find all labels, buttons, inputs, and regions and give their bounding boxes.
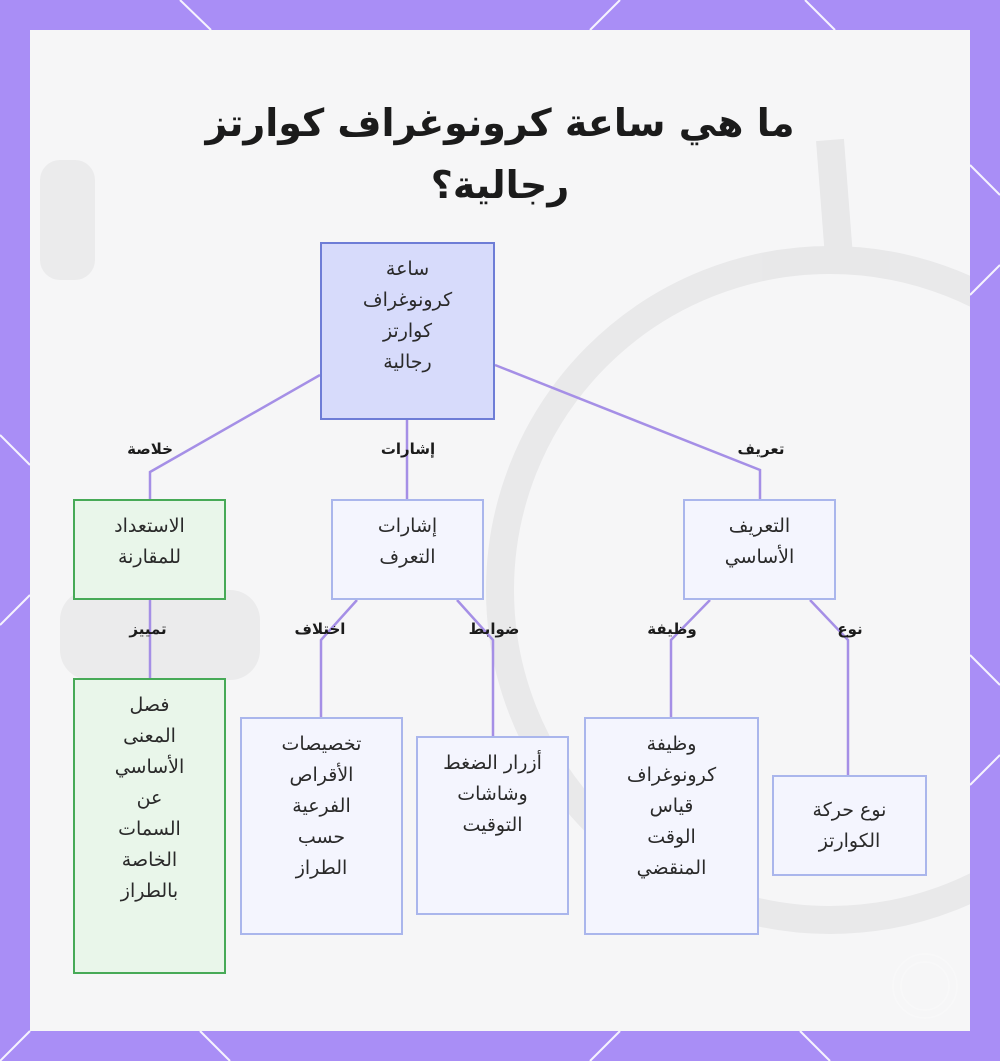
node-comparison-readiness: الاستعداد للمقارنة xyxy=(73,499,226,600)
edge-label-definition: تعريف xyxy=(737,440,785,458)
edge-label-summary: خلاصة xyxy=(127,440,173,458)
node-subdial-customizations: تخصيصات الأقراص الفرعية حسب الطراز xyxy=(240,717,403,935)
diagram-panel xyxy=(30,30,970,1031)
connector-root-summary xyxy=(150,375,320,500)
edge-label-difference: اختلاف xyxy=(294,620,346,638)
title-line-2: رجالية؟ xyxy=(430,163,570,207)
seal-watermark-icon xyxy=(890,951,960,1021)
edge-label-signals: إشارات xyxy=(380,440,436,458)
connector-root-definition xyxy=(495,365,760,500)
edge-label-controls: ضوابط xyxy=(468,620,520,638)
node-quartz-movement-type: نوع حركة الكوارتز xyxy=(772,775,927,876)
node-push-buttons-screens: أزرار الضغط وشاشات التوقيت xyxy=(416,736,569,915)
node-chronograph-function: وظيفة كرونوغراف قياس الوقت المنقضي xyxy=(584,717,759,935)
edge-label-type: نوع xyxy=(837,620,863,638)
node-separate-core-meaning: فصل المعنى الأساسي عن السمات الخاصة بالطراز xyxy=(73,678,226,974)
edge-label-function: وظيفة xyxy=(647,620,697,638)
node-basic-definition: التعريف الأساسي xyxy=(683,499,836,600)
connector-definition-function xyxy=(671,600,710,717)
node-root: ساعة كرونوغراف كوارتز رجالية xyxy=(320,242,495,420)
node-recognition-signals: إشارات التعرف xyxy=(331,499,484,600)
edge-label-distinction: تمييز xyxy=(129,620,167,638)
connector-signals-difference xyxy=(321,600,357,717)
title-line-1: ما هي ساعة كرونوغراف كوارتز xyxy=(205,101,795,145)
